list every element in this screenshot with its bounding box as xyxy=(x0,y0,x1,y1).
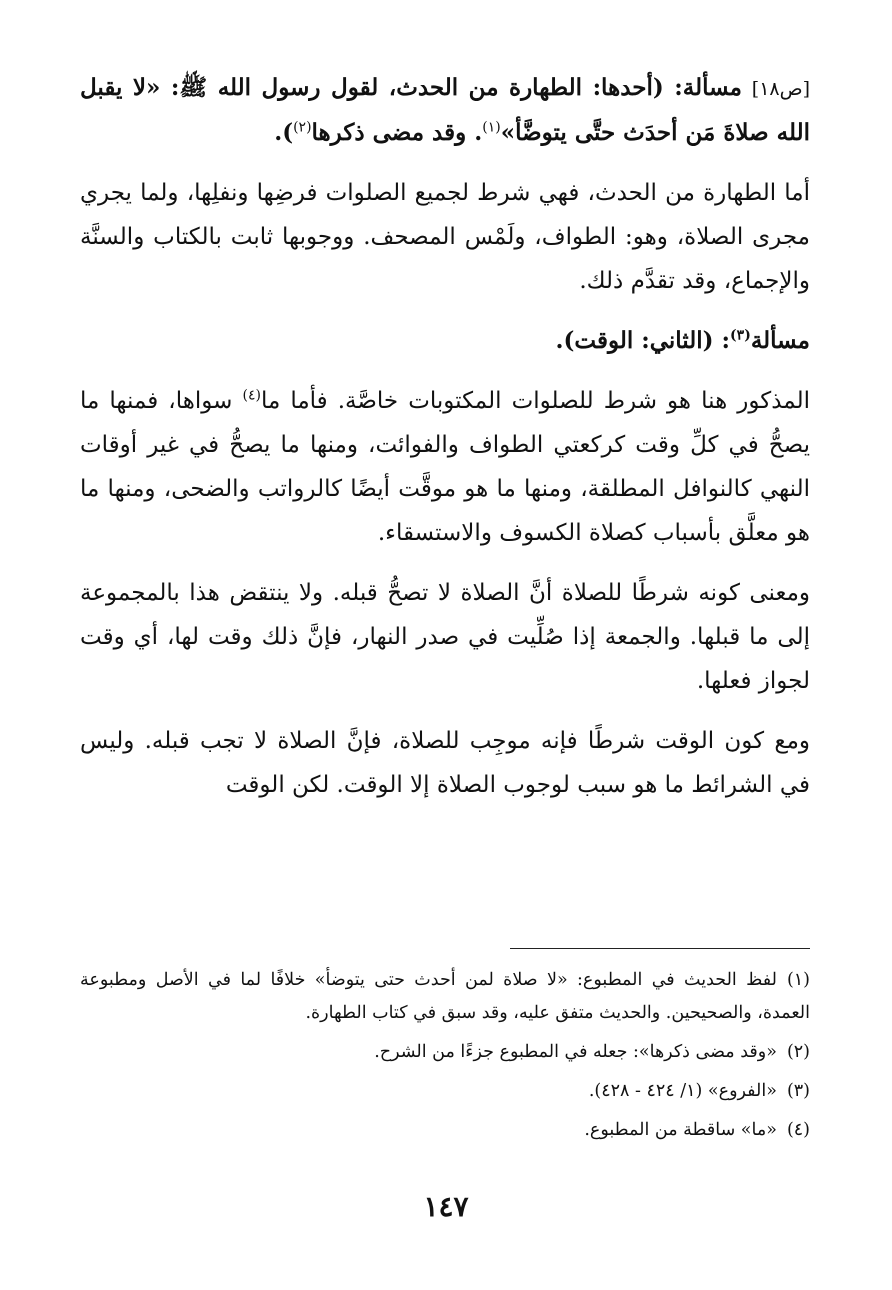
page-body xyxy=(80,66,810,823)
footnote-3 xyxy=(80,1075,810,1108)
footnote-number: (٣) xyxy=(786,1081,810,1101)
paragraph-3 xyxy=(80,319,810,363)
paragraph-2: أما الطهارة من الحدث، فهي شرط لجميع الصلوات فرضِها ونفلِها، ولما يجري مجرى الصلاة، وهو: الطواف، ولَمْس المصحف. ووجوبها ثابت بالكتاب والسنَّة والإجماع، وقد تقدَّم ذلك. xyxy=(80,180,810,294)
footnote-number: (٤) xyxy=(786,1120,810,1140)
footnote-ref-3: (٣) xyxy=(730,327,751,344)
paragraph-5: ومعنى كونه شرطًا للصلاة أنَّ الصلاة لا تصحُّ قبله. ولا ينتقض هذا بالمجموعة إلى ما قبلها. والجمعة إذا صُلِّيت في صدر النهار، فإنَّ ذلك وقت لها، أي وقت لجواز فعلها. xyxy=(80,580,810,694)
issue-label-2: مسألة xyxy=(750,327,810,354)
footnote-2 xyxy=(80,1036,810,1069)
paragraph-1-text-b: . وقد مضى ذكرها xyxy=(311,119,483,146)
paragraph-1 xyxy=(80,66,810,155)
footnote-1 xyxy=(80,964,810,1030)
footnote-4 xyxy=(80,1114,810,1147)
paragraph-3-text: : (الثاني: الوقت). xyxy=(555,327,731,354)
footnote-ref-1: (١) xyxy=(482,119,501,136)
footnote-number: (٢) xyxy=(786,1042,810,1062)
paragraph-6: ومع كون الوقت شرطًا فإنه موجِب للصلاة، فإنَّ الصلاة لا تجب قبله. وليس في الشرائط ما هو سبب لوجوب الصلاة إلا الوقت. لكن الوقت xyxy=(80,728,810,798)
paragraph-4-text-b: سواها، فمنها ما يصحُّ في كلِّ وقت كركعتي الطواف والفوائت، ومنها ما يصحُّ في غير أوقات النهي كالنوافل المطلقة، ومنها ما هو موقَّت أيضًا كالرواتب والضحى، ومنها ما هو معلَّق بأسباب كصلاة الكسوف والاستسقاء. xyxy=(80,388,810,546)
footnote-ref-2: (٢) xyxy=(293,119,312,136)
footnote-divider xyxy=(510,948,810,949)
page-number: ١٤٧ xyxy=(423,1190,469,1223)
footnote-text: «وقد مضى ذكرها»: جعله في المطبوع جزءًا من الشرح. xyxy=(374,1042,777,1062)
page-reference: [ص١٨] xyxy=(751,78,811,100)
footnote-text: «الفروع» (١/ ٤٢٤ - ٤٢٨). xyxy=(588,1081,777,1101)
paragraph-4-text-a: المذكور هنا هو شرط للصلوات المكتوبات خاصَّة. فأما ما xyxy=(260,388,810,414)
footnotes xyxy=(80,964,810,1153)
paragraph-1-text-a: : (أحدها: الطهارة من الحدث، لقول رسول الله ﷺ: «لا يقبل الله صلاةَ مَن أحدَث حتَّى يتوضَّأ» xyxy=(80,74,810,146)
footnote-ref-4: (٤) xyxy=(242,387,261,404)
footnote-number: (١) xyxy=(786,970,810,990)
paragraph-1-text-c: ). xyxy=(274,119,294,146)
issue-label: مسألة xyxy=(682,74,742,101)
paragraph-4 xyxy=(80,379,810,555)
footnote-text: لفظ الحديث في المطبوع: «لا صلاة لمن أحدث حتى يتوضأ» خلافًا لما في الأصل ومطبوعة العمدة، والصحيحين. والحديث متفق عليه، وقد سبق في كتاب الطهارة. xyxy=(80,970,810,1023)
footnote-text: «ما» ساقطة من المطبوع. xyxy=(584,1120,777,1140)
